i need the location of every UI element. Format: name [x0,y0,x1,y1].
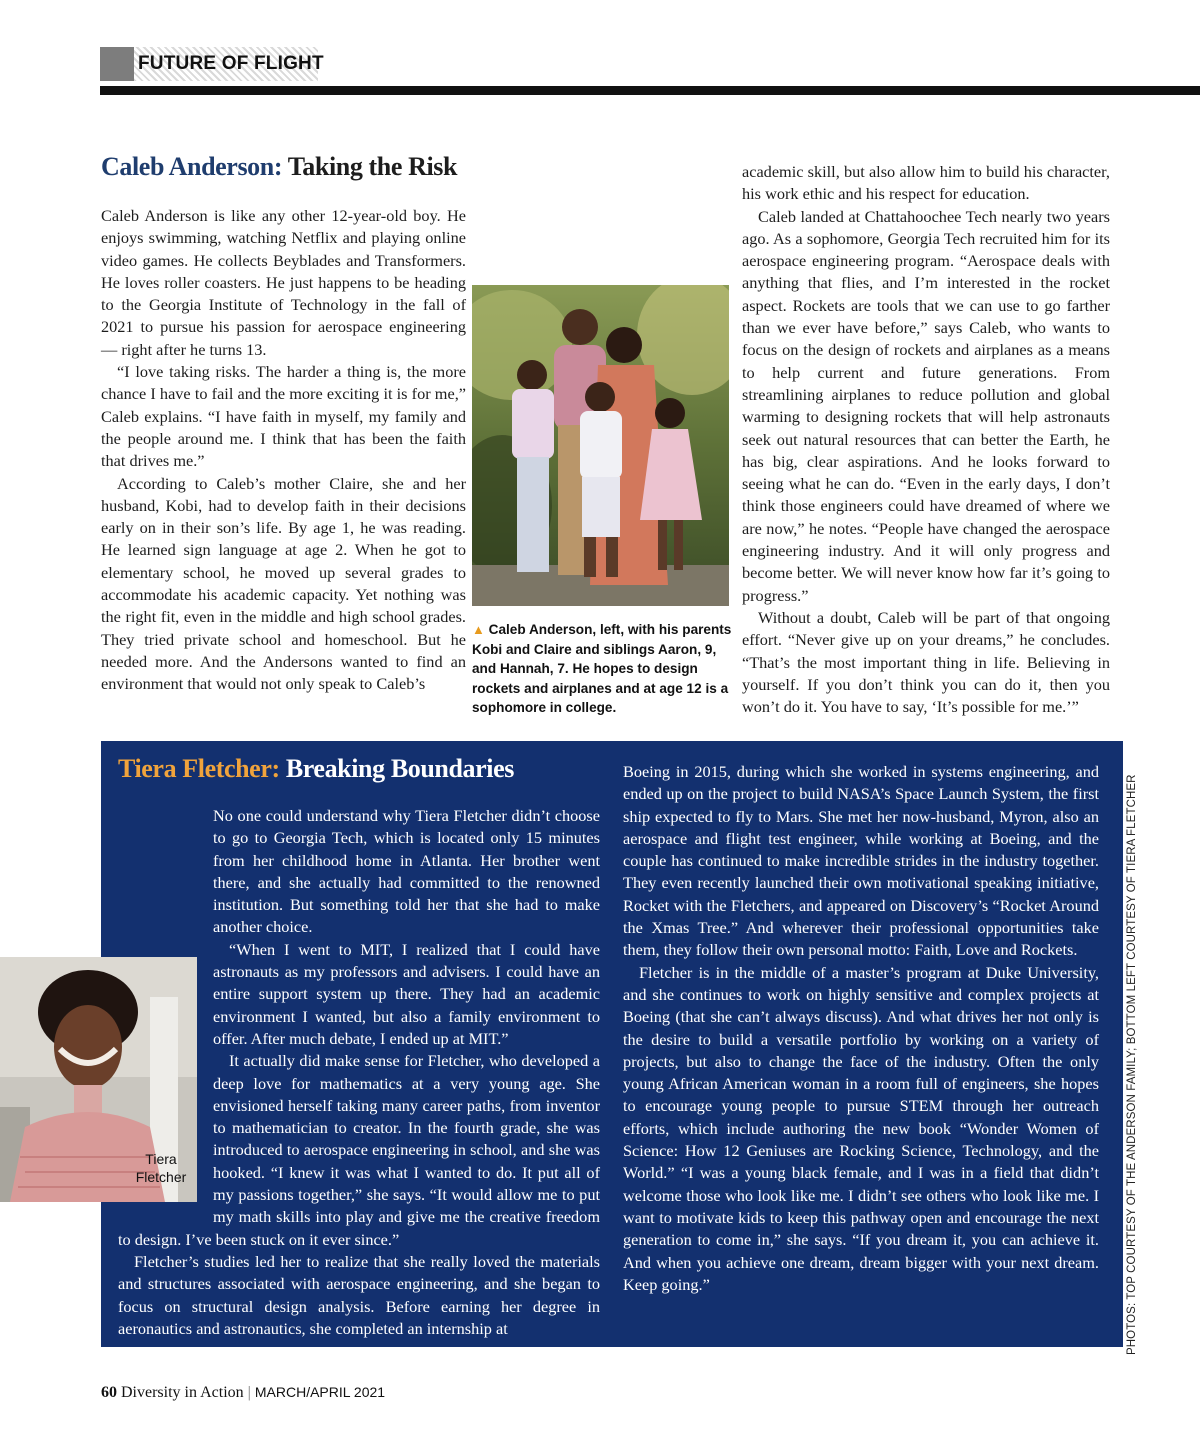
tiera-column-2 [623,761,1099,1296]
tiera-photo-caption: Tiera Fletcher [135,1151,187,1185]
section-marker-block [100,47,134,81]
tiera-paragraph: Boeing in 2015, during which she worked in systems engineering, and ended up on the project to build NASA’s Space Launch System, the first ship expected to fly to Mars. She met her now-husband, Myron, also an aerospace and flight test engineer, while working at Boeing, and the couple has continued to make incredible strides in the industry together. They even recently launched their own motivational speaking initiative, Rocket with the Fletchers, and appeared on Discovery’s “Rocket Around the Xmas Tree.” And wherever their professional opportunities take them, they follow their own personal motto: Faith, Love and Rockets. [623,762,1099,960]
tiera-paragraph: “When I went to MIT, I realized that I could have astronauts as my professors and advisers. I could have an entire support system up there. They had an academic environment I wanted, but also a family environment to offer. After much debate, I ended up at MIT.” [213,939,600,1048]
family-caption-text: Caleb Anderson, left, with his parents Kobi and Claire and siblings Aaron, 9, and Hannah, 7. He hopes to design rockets and airplanes and at age 12 is a sophomore in college. [472,622,732,716]
page-number: 60 [101,1384,117,1401]
caleb-article-title [101,152,457,182]
tiera-article-title [118,754,514,784]
tiera-paragraph: No one could understand why Tiera Fletcher didn’t choose to go to Georgia Tech, which is located only 15 minutes from her childhood home in Atlanta. Her brother went there, and she actually had committed to the renowned institution. But something told her that she had to make another choice. [213,806,600,937]
issue-date: MARCH/APRIL 2021 [254,1384,386,1400]
tiera-title-subtitle: Breaking Boundaries [279,754,514,783]
tiera-paragraph: Fletcher’s studies led her to realize that she really loved the materials and structures associated with aerospace engineering, and she began to focus on structural design analysis. Before earning her degree in aeronautics and astronautics, she completed an internship at [118,1251,600,1338]
header-rule [100,86,1200,95]
caleb-paragraph: “I love taking risks. The harder a thing is, the more chance I have to fail and the more exciting it is for me,” Caleb explains. “I have faith in myself, my family and the people around me. I think that has been the faith that drives me.” [101,362,466,471]
magazine-name: Diversity in Action [121,1384,244,1401]
caleb-paragraph: Caleb landed at Chattahoochee Tech nearly two years ago. As a sophomore, Georgia Tech recruited him for its aerospace engineering program. “Aerospace deals with anything that flies, and I’m interested in the rocket aspect. Rockets are tools that we can use to go farther than we ever have before,” says Caleb, who wants to focus on the design of rockets and airplanes as a means to help current and future generations. From streamlining airplanes to reduce pollution and global warming to designing rockets that will help astronauts seek out natural resources that can better the Earth, he has big, clear aspirations. And he looks forward to seeing what he can do. “Even in the early days, I don’t think those engineers could have dreamed of where we are now,” he notes. “People have changed the aerospace engineering industry. And it will only progress and become better. We will never know how far it’s going to progress.” [742,206,1110,605]
tiera-paragraph: Fletcher is in the middle of a master’s program at Duke University, and she continues to work on highly sensitive and complex projects at Boeing (that she can’t always discuss). And what drives her not only is the desire to build a versatile portfolio by working on a variety of projects, but also to change the face of the industry. Often the only young African American woman in a room full of engineers, she hopes to encourage young people to pursue STEM through her outreach efforts, which include authoring the new book “Wonder Women of Science: How 12 Geniuses are Rocking Science, Technology, and the World.” “I was a young black female, and I was in a field that didn’t welcome those who look like me. I didn’t see others who look like me. I want to motivate kids to keep this pathway open and encourage the next generation to come in,” she says. “If you dream it, you can achieve it. And when you achieve one dream, dream bigger with your next dream. Keep going.” [623,962,1099,1294]
caleb-title-name: Caleb Anderson: [101,152,283,181]
tiera-title-name: Tiera Fletcher: [118,754,280,783]
caleb-paragraph: According to Caleb’s mother Claire, she and her husband, Kobi, had to develop faith in their decisions early on in their son’s life. By age 1, he was reading. He learned sign language at age 2. When he got to elementary school, he moved up several grades to accommodate his academic capacity. Yet nothing was the right fit, even in the middle and high school grades. They tried private school and homeschool. But he needed more. And the Andersons wanted to find an environment that would not only speak to Caleb’s [101,473,466,694]
page-footer [101,1384,385,1402]
footer-separator: | [247,1384,251,1401]
caption-triangle-icon: ▲ [472,622,485,637]
caleb-paragraph: Without a doubt, Caleb will be part of that ongoing effort. “Never give up on your dreams,” he concludes. “That’s the most important thing in life. Believing in yourself. If you don’t think you can do it, then you won’t do it. You have to say, ‘It’s possible for me.’” [742,607,1110,717]
family-photo-caption [472,620,732,718]
caleb-title-subtitle: Taking the Risk [282,152,458,181]
anderson-family-photo [472,285,729,606]
tiera-paragraph: It actually did make sense for Fletcher, who developed a deep love for mathematics at a very young age. She envisioned herself taking many career paths, from inventor to mathematician to creator. In the fourth grade, she was introduced to aerospace engineering in school, and she was hooked. “I knew it was what I wanted to do. It put all of my passions together,” she says. “It would allow me to put my math skills into play and give me the creative freedom to design. I’ve been stuck on it ever since.” [118,1051,600,1249]
caleb-paragraph: academic skill, but also allow him to build his character, his work ethic and his respect for education. [742,162,1110,204]
photo-credit: PHOTOS: TOP COURTESY OF THE ANDERSON FAMILY; BOTTOM LEFT COURTESY OF TIERA FLETCHER [1126,774,1138,1355]
caleb-paragraph: Caleb Anderson is like any other 12-year-old boy. He enjoys swimming, watching Netflix and playing online video games. He collects Beyblades and Transformers. He loves roller coasters. He just happens to be heading to the Georgia Institute of Technology in the fall of 2021 to pursue his passion for aerospace engineering — right after he turns 13. [101,206,466,359]
section-label: FUTURE OF FLIGHT [138,53,324,74]
